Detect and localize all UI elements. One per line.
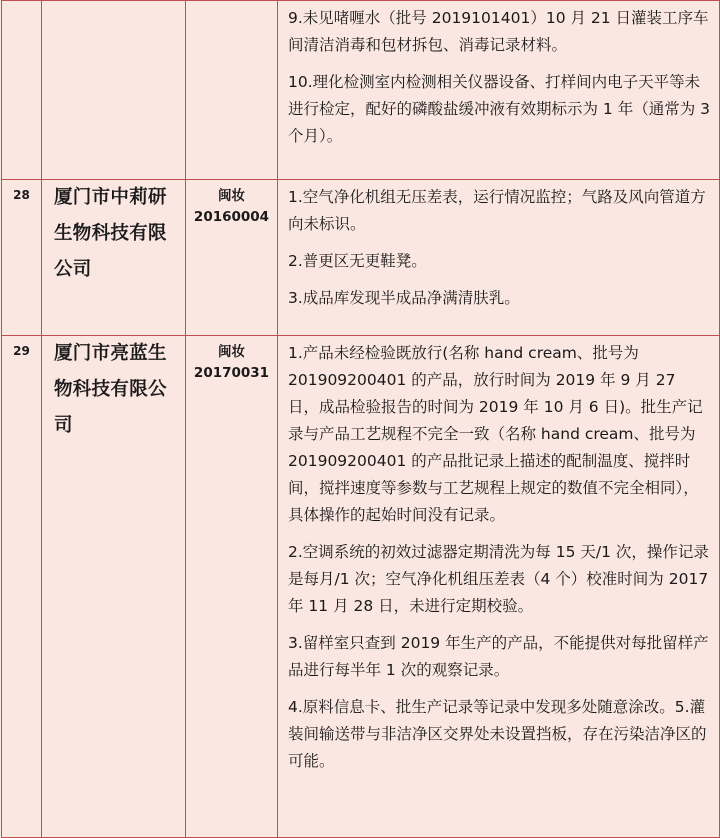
issue-item: 2.普更区无更鞋凳。: [288, 252, 427, 270]
license-cell: [186, 180, 278, 336]
license-prefix: 闽妆: [218, 188, 245, 204]
issue-item: 3.留样室只查到 2019 年生产的产品，不能提供对每批留样产品进行每半年 1 次的观察记录。: [288, 634, 709, 679]
license-cell: [186, 1, 278, 180]
issue-item: 1.空气净化机组无压差表，运行情况监控；气路及风向管道方向未标识。: [288, 188, 706, 233]
company-name: [42, 1, 186, 180]
license-cell: [186, 336, 278, 838]
company-name: 厦门市中莉研生物科技有限公司: [42, 180, 186, 336]
issues-cell: [278, 336, 720, 838]
license-number: 20170031: [193, 365, 270, 381]
issue-item: 1.产品未经检验既放行(名称 hand cream、批号为 201909200401 的产品，放行时间为 2019 年 9 月 27 日，成品检验报告的时间为 2019 年 10 月 6 日)。批生产记录与产品工艺规程不完全一致（名称 hand cream、批号为 201909200401 的产品批记录上描述的配制温度、搅拌时间，搅拌速度等参数与工艺规程上规定的数值不完全相同），具体操作的起始时间没有记录。: [288, 344, 703, 524]
row-number: [2, 1, 42, 180]
issue-item: 10.理化检测室内检测相关仪器设备、打样间内电子天平等未进行检定，配好的磷酸盐缓冲液有效期标示为 1 年（通常为 3 个月）。: [288, 73, 711, 145]
issues-cell: [278, 1, 720, 180]
issue-item: 9.未见啫喱水（批号 2019101401）10 月 21 日灌装工序车间清洁消毒和包材拆包、消毒记录材料。: [288, 9, 709, 54]
license-number: 20160004: [193, 209, 270, 225]
issue-item: 3.成品库发现半成品净满清肤乳。: [288, 289, 520, 307]
row-number: 29: [2, 336, 42, 838]
issue-item: 2.空调系统的初效过滤器定期清洗为每 15 天/1 次，操作记录是每月/1 次；空气净化机组压差表（4 个）校准时间为 2017 年 11 月 28 日，未进行定期校验。: [288, 543, 709, 615]
table-row: [2, 1, 720, 180]
table-row: [2, 180, 720, 336]
issue-item: 4.原料信息卡、批生产记录等记录中发现多处随意涂改。5.灌装间输送带与非洁净区交界处未设置挡板，存在污染洁净区的可能。: [288, 698, 707, 770]
license-prefix: 闽妆: [218, 344, 245, 360]
company-name: 厦门市亮蓝生物科技有限公司: [42, 336, 186, 838]
issues-cell: [278, 180, 720, 336]
table-row: [2, 336, 720, 838]
row-number: 28: [2, 180, 42, 336]
inspection-table: [1, 0, 720, 838]
